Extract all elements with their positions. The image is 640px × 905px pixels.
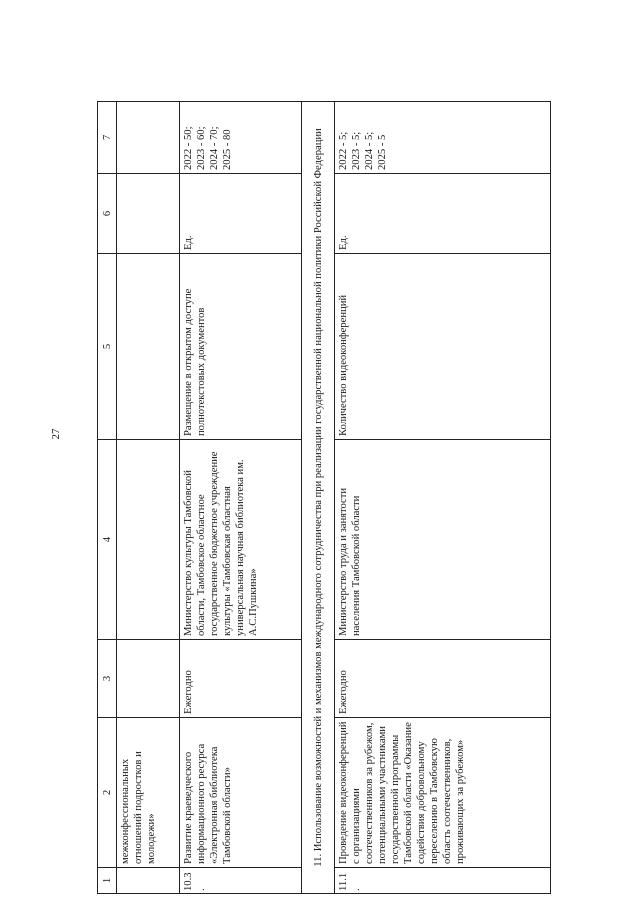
value-line: 2022 - 5; bbox=[338, 131, 349, 170]
cell-num bbox=[117, 868, 180, 894]
page-number: 27 bbox=[50, 428, 62, 440]
cell-executor: Министерство культуры Тамбовской области, Тамбовское областное государственное бюджетное учреждение культуры «Тамбовская областная универсальная научная библиотека им. А.С.Пушкина» bbox=[180, 440, 302, 640]
value-line: 2025 - 80 bbox=[222, 129, 233, 170]
cell-name: Проведение видеоконференций с организациями соотечественников за рубежом, потенциальными участниками государственной программы Тамбовской области «Оказание содействия добровольному переселению в Тамбовскую область соотечественников, проживающих за рубежом» bbox=[335, 718, 551, 868]
col-header-2: 2 bbox=[98, 718, 117, 868]
value-line: 2024 - 70; bbox=[209, 126, 220, 170]
cell-unit bbox=[117, 174, 180, 254]
col-header-5: 5 bbox=[98, 254, 117, 440]
cell-indicator bbox=[117, 254, 180, 440]
cell-executor bbox=[117, 440, 180, 640]
value-line: 2023 - 60; bbox=[196, 126, 207, 170]
table-row-10-3 bbox=[180, 102, 302, 894]
col-header-6: 6 bbox=[98, 174, 117, 254]
value-line: 2024 - 5; bbox=[364, 131, 375, 170]
cell-period: Ежегодно bbox=[180, 640, 302, 718]
cell-name: межконфессиональных отношений подростков и молодежи» bbox=[117, 718, 180, 868]
section-title: 11. Использование возможностей и механизмов международного сотрудничества при реализации государственной национальной политики Российской Федерации bbox=[302, 102, 335, 894]
cell-values bbox=[117, 102, 180, 174]
table-header-row bbox=[98, 102, 117, 894]
table-row-continuation bbox=[117, 102, 180, 894]
cell-values bbox=[335, 102, 551, 174]
col-header-3: 3 bbox=[98, 640, 117, 718]
cell-values bbox=[180, 102, 302, 174]
value-line: 2025 - 5 bbox=[377, 134, 388, 170]
section-row-11 bbox=[302, 102, 335, 894]
cell-indicator: Количество видеоконференций bbox=[335, 254, 551, 440]
cell-unit: Ед. bbox=[335, 174, 551, 254]
col-header-7: 7 bbox=[98, 102, 117, 174]
cell-period bbox=[117, 640, 180, 718]
cell-indicator: Размещение в открытом доступе полнотекстовых документов bbox=[180, 254, 302, 440]
table-row-11-1 bbox=[335, 102, 551, 894]
measures-table bbox=[97, 101, 551, 894]
rotated-table-container bbox=[97, 102, 577, 894]
cell-name: Развитие краеведческого информационного ресурса «Электронная библиотека Тамбовской области» bbox=[180, 718, 302, 868]
col-header-4: 4 bbox=[98, 440, 117, 640]
value-line: 2023 - 5; bbox=[351, 131, 362, 170]
cell-num: 11.1. bbox=[335, 868, 551, 894]
cell-num: 10.3. bbox=[180, 868, 302, 894]
cell-unit: Ед. bbox=[180, 174, 302, 254]
value-line: 2022 - 50; bbox=[183, 126, 194, 170]
cell-executor: Министерство труда и занятости населения Тамбовской области bbox=[335, 440, 551, 640]
col-header-1: 1 bbox=[98, 868, 117, 894]
cell-period: Ежегодно bbox=[335, 640, 551, 718]
